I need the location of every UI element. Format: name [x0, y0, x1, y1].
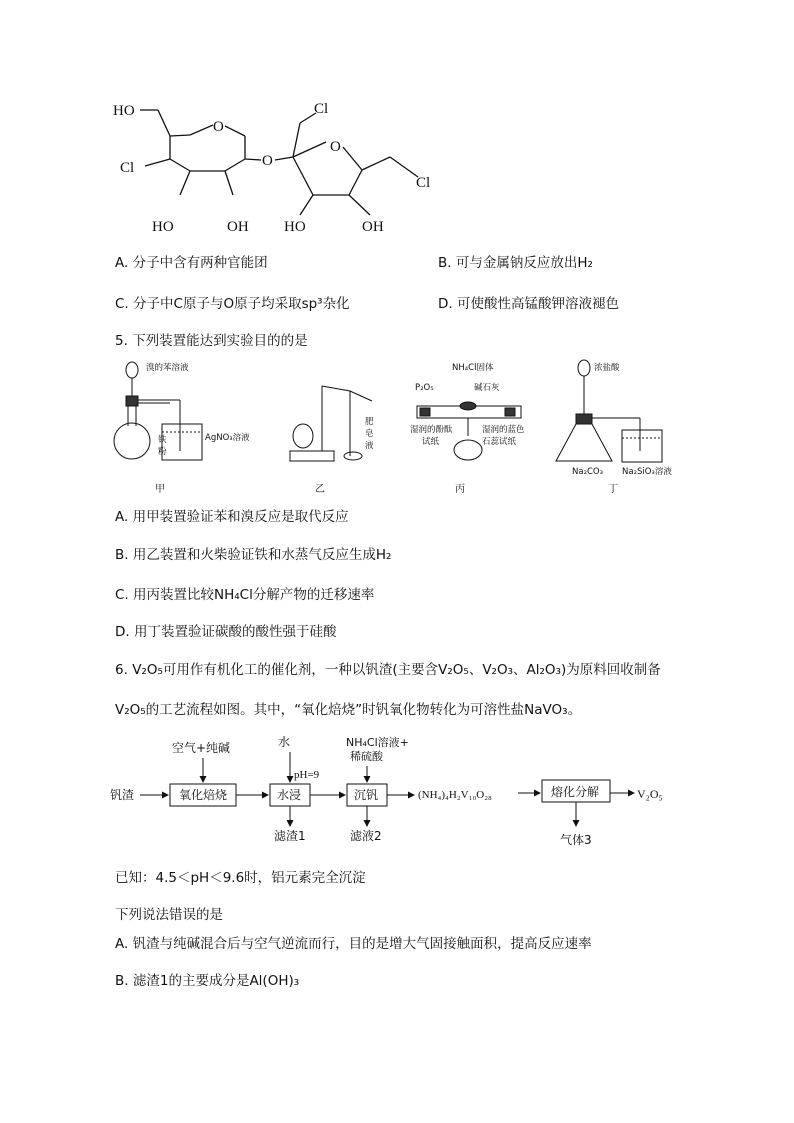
q6-question: 下列说法错误的是: [115, 907, 223, 923]
flow-ph: pH=9: [294, 769, 320, 781]
flow-out4: 气体3: [560, 833, 592, 847]
flow-start: 钒渣: [110, 788, 135, 802]
mol-label-cl-top: Cl: [314, 101, 329, 117]
q4-option-c[interactable]: C. 分子中C原子与O原子均采取sp³杂化: [115, 296, 350, 312]
jia-label-iron1: 铁: [158, 435, 167, 445]
mol-label-oh-bottom2: OH: [362, 219, 384, 235]
caption-yi: 乙: [315, 484, 325, 495]
yi-label-3: 液: [365, 441, 374, 451]
caption-bing: 丙: [455, 484, 465, 495]
flow-box1: 氧化焙烧: [179, 788, 228, 802]
q4-option-a[interactable]: A. 分子中含有两种官能团: [115, 255, 268, 271]
mol-label-o-ring2: O: [330, 139, 341, 155]
flow-out2: 滤渣1: [274, 829, 306, 843]
flow-end: V₂O₅: [637, 787, 663, 801]
apparatus-diagram: [110, 356, 680, 496]
q6-option-a[interactable]: A. 钒渣与纯碱混合后与空气逆流而行，目的是增大气固接触面积，提高反应速率: [115, 936, 592, 952]
jia-label-agno3: AgNO₃溶液: [205, 433, 250, 443]
mol-label-o-bridge: O: [262, 153, 273, 169]
jia-label-iron2: 粉: [158, 447, 167, 457]
mol-label-ho-bottom1: HO: [152, 219, 174, 235]
bing-label-nh4cl: NH₄Cl固体: [452, 363, 494, 373]
bing-label-phenol2: 试纸: [422, 437, 440, 447]
mol-label-cl-left: Cl: [120, 160, 135, 176]
ding-label-na2sio3: Na₂SiO₃溶液: [622, 467, 672, 477]
bing-label-lime: 碱石灰: [474, 383, 500, 393]
q6-stem-line2: V₂O₅的工艺流程如图。其中，“氧化焙烧”时钒氧化物转化为可溶性盐NaVO₃。: [115, 702, 582, 718]
q4-option-d[interactable]: D. 可使酸性高锰酸钾溶液褪色: [438, 296, 619, 312]
q5-option-b[interactable]: B. 用乙装置和火柴验证铁和水蒸气反应生成H₂: [115, 547, 392, 563]
flow-mid: (NH₄)₄H₂V₁₀O₂₈: [418, 789, 492, 801]
q5-option-c[interactable]: C. 用丙装置比较NH₄Cl分解产物的迁移速率: [115, 587, 375, 603]
flow-box3: 沉钒: [354, 788, 379, 802]
q6-option-b[interactable]: B. 滤渣1的主要成分是Al(OH)₃: [115, 973, 300, 989]
bing-label-litmus1: 湿润的蓝色: [482, 425, 525, 435]
ding-label-hcl: 浓盐酸: [594, 363, 620, 373]
yi-label-2: 皂: [365, 429, 374, 439]
q4-option-b[interactable]: B. 可与金属钠反应放出H₂: [438, 255, 593, 271]
bing-label-p2o5: P₂O₅: [415, 383, 434, 393]
flow-in2: 水: [278, 735, 291, 749]
ding-label-na2co3: Na₂CO₃: [572, 467, 604, 477]
process-flowchart: [110, 732, 680, 852]
mol-label-oh-bottom1: OH: [227, 219, 249, 235]
molecule-structure: [100, 95, 460, 240]
caption-ding: 丁: [608, 484, 618, 495]
flow-in3b: 稀硫酸: [350, 750, 383, 763]
flow-out3: 滤液2: [350, 829, 382, 843]
mol-label-ho-top: HO: [113, 103, 135, 119]
caption-jia: 甲: [155, 484, 165, 495]
bing-label-litmus2: 石蕊试纸: [482, 437, 517, 447]
mol-label-o-ring1: O: [213, 119, 224, 135]
q5-option-a[interactable]: A. 用甲装置验证苯和溴反应是取代反应: [115, 509, 349, 525]
jia-label-bromine: 溴的苯溶液: [146, 363, 189, 373]
flow-box2: 水浸: [277, 788, 302, 802]
mol-label-ho-bottom2: HO: [284, 219, 306, 235]
flow-box4: 熔化分解: [551, 785, 600, 799]
q6-known: 已知：4.5＜pH＜9.6时，铝元素完全沉淀: [115, 870, 366, 886]
mol-label-cl-right: Cl: [416, 175, 431, 191]
flow-in3a: NH₄Cl溶液+: [346, 736, 409, 749]
yi-label-1: 肥: [365, 417, 374, 427]
q5-option-d[interactable]: D. 用丁装置验证碳酸的酸性强于硅酸: [115, 624, 337, 640]
flow-in1: 空气+纯碱: [172, 741, 231, 755]
q6-stem-line1: 6. V₂O₅可用作有机化工的催化剂，一种以钒渣(主要含V₂O₅、V₂O₃、Al₂O₃)为原料回收制备: [115, 662, 661, 678]
bing-label-phenol1: 湿润的酚酞: [410, 425, 453, 435]
q5-stem: 5. 下列装置能达到实验目的的是: [115, 333, 308, 349]
